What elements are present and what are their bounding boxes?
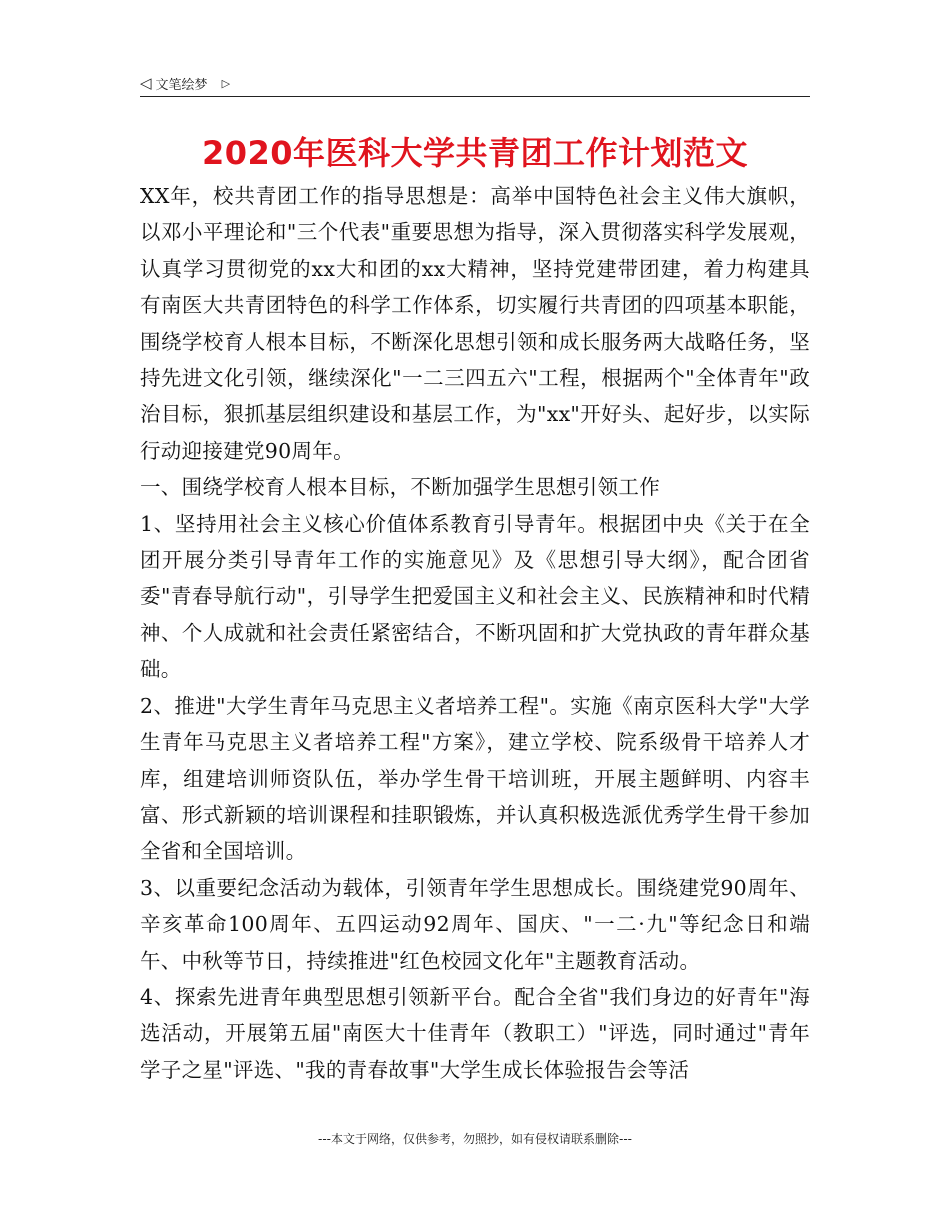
triangle-left-icon: ◁ [140,73,152,92]
section-heading: 一、围绕学校育人根本目标，不断加强学生思想引领工作 [140,475,660,500]
body-paragraph: 1、坚持用社会主义核心价值体系教育引导青年。根据团中央《关于在全团开展分类引导青年工作的实施意见》及《思想引导大纲》，配合团省委"青春导航行动"，引导学生把爱国主义和社会主义、民族精神和时代精神、个人成就和社会责任紧密结合，不断巩固和扩大党执政的青年群众基础。 [140,511,810,682]
body-paragraph: XX年，校共青团工作的指导思想是：高举中国特色社会主义伟大旗帜，以邓小平理论和"三个代表"重要思想为指导，深入贯彻落实科学发展观，认真学习贯彻党的xx大和团的xx大精神，坚持党建带团建，着力构建具有南医大共青团特色的科学工作体系，切实履行共青团的四项基本职能，围绕学校育人根本目标，不断深化思想引领和成长服务两大战略任务，坚持先进文化引领，继续深化"一二三四五六"工程，根据两个"全体青年"政治目标，狠抓基层组织建设和基层工作，为"xx"开好头、起好步，以实际行动迎接建党90周年。 [140,184,810,463]
body-paragraph: 2、推进"大学生青年马克思主义者培养工程"。实施《南京医科大学"大学生青年马克思主义者培养工程"方案》，建立学校、院系级骨干培养人才库，组建培训师资队伍，举办学生骨干培训班，开展主题鲜明、内容丰富、形式新颖的培训课程和挂职锻炼，并认真积极选派优秀学生骨干参加全省和全国培训。 [140,693,810,864]
body-paragraph: 3、以重要纪念活动为载体，引领青年学生思想成长。围绕建党90周年、辛亥革命100周年、五四运动92周年、国庆、"一二·九"等纪念日和端午、中秋等节日，持续推进"红色校园文化年"主题教育活动。 [140,875,810,973]
body-paragraph: 4、探索先进青年典型思想引领新平台。配合全省"我们身边的好青年"海选活动，开展第五届"南医大十佳青年（教职工）"评选，同时通过"青年学子之星"评选、"我的青春故事"大学生成长体验报告会等活 [140,984,810,1082]
page-header [140,70,810,97]
page-footer: ---本文于网络，仅供参考，勿照抄，如有侵权请联系删除--- [318,1132,632,1146]
document-title: 2020年医科大学共青团工作计划范文 [201,134,749,172]
header-brand: 文笔绘梦 [155,77,208,93]
document-body [140,178,810,1088]
triangle-right-icon: ▷ [221,76,231,90]
